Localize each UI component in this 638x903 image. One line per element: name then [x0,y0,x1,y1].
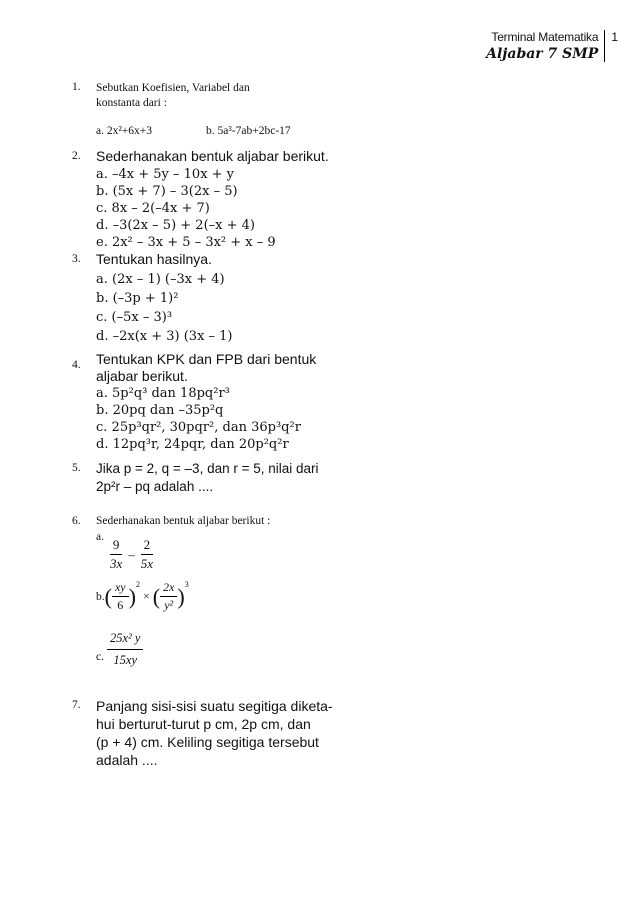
q4-item-b: b. 20pq dan –35p²q [96,403,224,418]
open-paren: ( [104,583,112,609]
q7-line-1: Panjang sisi-sisi suatu segitiga diketa- [96,698,333,714]
question-number: 1. [72,81,81,93]
q6-item-a [96,531,270,572]
question-number: 3. [72,253,81,265]
q5-line-2: 2p²r – pq adalah .... [96,479,214,494]
numerator: 2x [160,580,177,597]
question-number: 5. [72,462,81,474]
question-number: 6. [72,515,81,527]
q6-a-label: a. [96,531,104,543]
q3-item-d: d. –2x(x + 3) (3x – 1) [96,329,233,344]
q3-item-a: a. (2x – 1) (–3x + 4) [96,272,225,287]
numerator: 2 [141,537,154,555]
numerator: 25x² y [107,631,143,650]
page-number: 1 [611,30,618,44]
q1-item-a: a. 2x²+6x+3 [96,125,153,137]
question-number: 2. [72,150,81,162]
q2-item-d: d. –3(2x – 5) + 2(–x + 4) [96,218,255,233]
minus-operator: – [128,546,135,562]
fraction [112,580,129,613]
exponent: 2 [135,580,140,589]
q4-line-1: Tentukan KPK dan FPB dari bentuk [96,351,317,367]
page-header [486,30,618,62]
q6-b-label: b. [96,590,105,603]
fraction [160,580,177,613]
fraction [107,631,143,668]
q2-item-e: e. 2x² – 3x + 5 – 3x² + x – 9 [96,235,276,250]
fraction [138,537,156,572]
q6-item-c [96,631,270,668]
question-number: 7. [72,699,81,711]
header-title: Terminal Matematika [491,30,599,44]
denominator: 5x [140,556,154,571]
q4-item-d: d. 12pq³r, 24pqr, dan 20p²q²r [96,437,289,452]
open-paren: ( [152,583,161,609]
denominator: 3x [109,556,123,571]
q6-intro: Sederhanakan bentuk aljabar berikut : [96,515,271,527]
q6-item-b [96,580,270,613]
q2-item-b: b. (5x + 7) – 3(2x – 5) [96,184,238,199]
q3-item-c: c. (–5x – 3)³ [96,310,173,325]
q4-item-a: a. 5p²q³ dan 18pq²r³ [96,386,230,401]
q3-item-b: b. (–3p + 1)² [96,291,179,306]
header-subtitle: Aljabar 7 SMP [486,46,599,62]
q1-item-b: b. 5a³-7ab+2bc-17 [206,125,291,137]
q7-line-3: (p + 4) cm. Keliling segitiga tersebut [96,734,319,750]
q6-c-label: c. [96,650,104,663]
numerator: xy [112,580,129,597]
q1-line-1: Sebutkan Koefisien, Variabel dan [96,82,250,94]
exponent: 3 [184,580,189,589]
q1-line-2: konstanta dari : [96,97,167,109]
q3-intro: Tentukan hasilnya. [96,251,212,267]
denominator: 6 [117,598,124,612]
q5-line-1: Jika p = 2, q = –3, dan r = 5, nilai dari [96,461,319,476]
close-paren: ) [128,583,136,609]
times-operator: × [142,589,150,603]
q4-line-2: aljabar berikut. [96,368,188,384]
denominator: 15xy [113,653,138,667]
q7-line-2: hui berturut-turut p cm, 2p cm, dan [96,716,311,732]
q2-item-c: c. 8x – 2(–4x + 7) [96,201,210,216]
header-divider [604,30,605,62]
fraction [107,537,125,572]
q7-line-4: adalah .... [96,752,158,768]
q2-intro: Sederhanakan bentuk aljabar berikut. [96,148,329,164]
close-paren: ) [177,583,185,609]
q2-item-a: a. –4x + 5y – 10x + y [96,167,235,182]
q4-item-c: c. 25p³qr², 30pqr², dan 36p³q²r [96,420,301,435]
header-text [486,30,604,62]
numerator: 9 [110,537,123,555]
denominator: y² [164,598,174,612]
question-number: 4. [72,359,81,371]
